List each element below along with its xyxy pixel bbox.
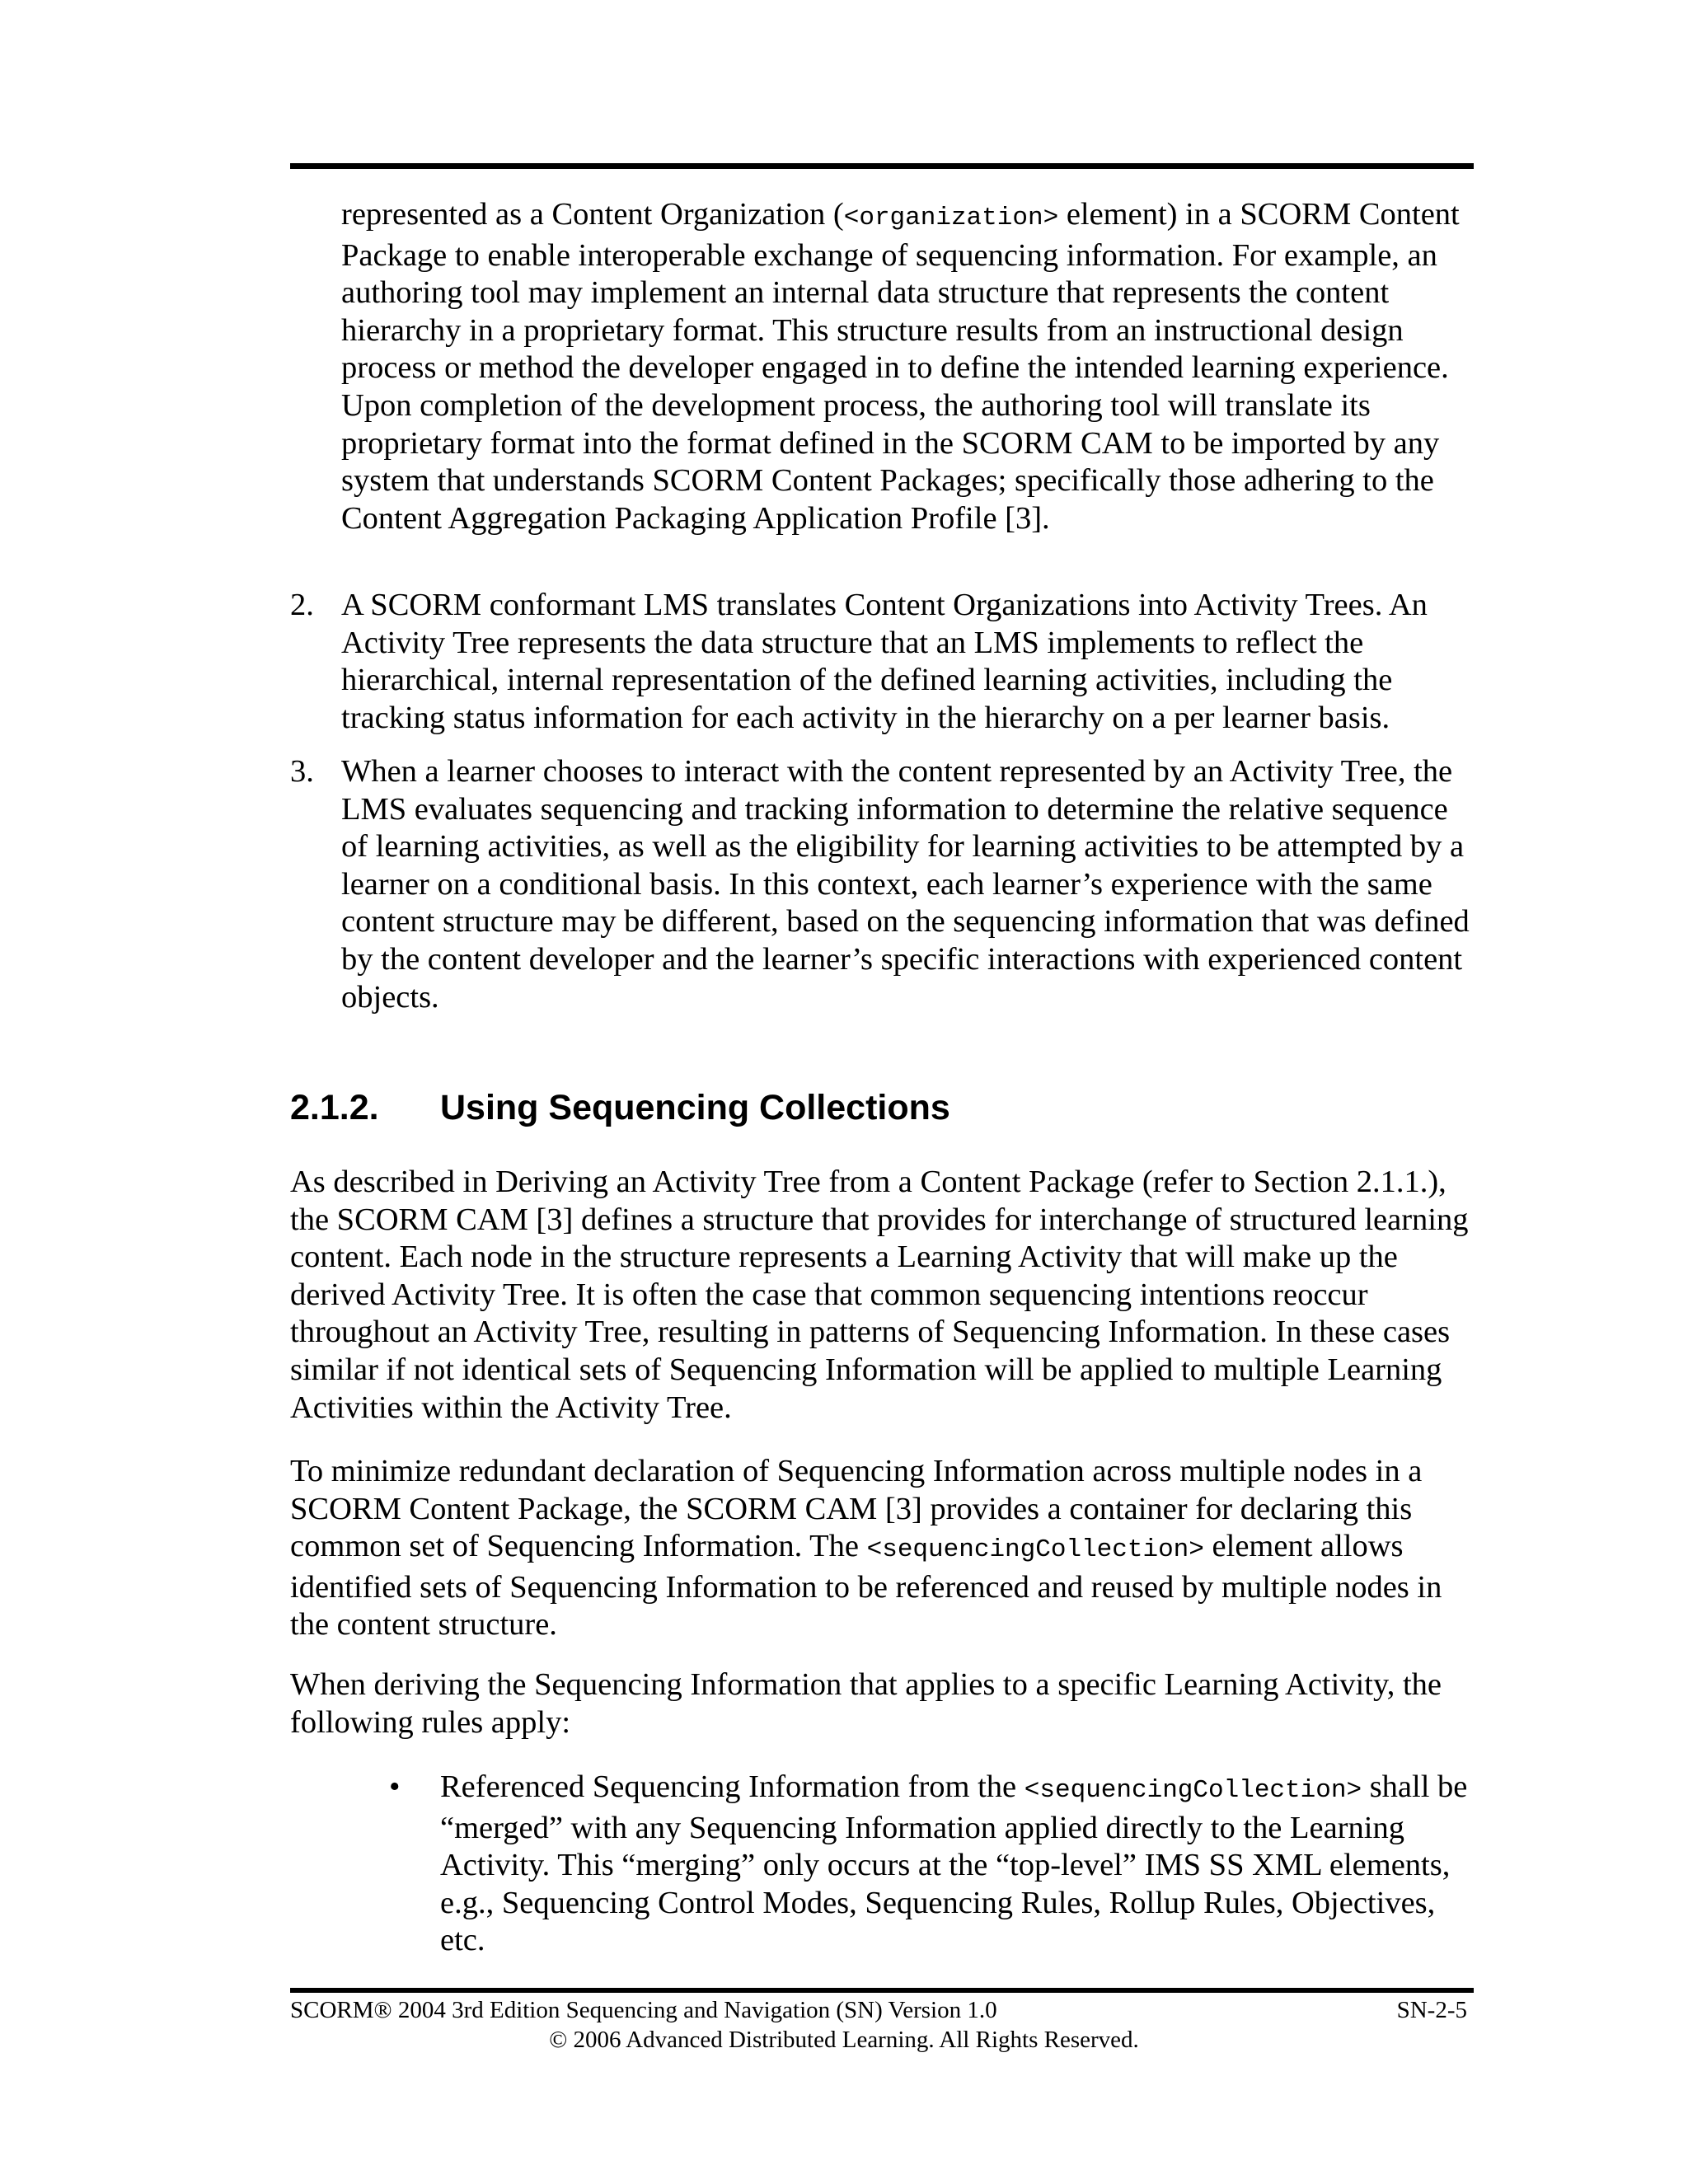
inline-code-sequencing-collection: <sequencingCollection> <box>1024 1776 1362 1805</box>
paragraph-text: To minimize redundant declaration of Sequencing Information across multiple nodes in a SCORM Content Package, the SCORM CAM [3] provides a container for declaring this common set of Sequencing Information. The <box>290 1454 1423 1564</box>
paragraph-minimize <box>290 1453 1477 1644</box>
paragraph-text: shall be “merged” with any Sequencing Information applied directly to the Learning Activity. This “merging” only occurs at the “top-level” IMS SS XML elements, e.g., Sequencing Control Modes, Sequencing Rules, Rollup Rules, Objectives, etc. <box>440 1769 1468 1958</box>
bullet-text <box>440 1769 1477 1960</box>
footer-page-number: SN-2-5 <box>1396 1997 1467 2023</box>
inline-code-organization: <organization> <box>843 204 1059 232</box>
section-title: Using Sequencing Collections <box>440 1088 950 1127</box>
list-item-2 <box>290 587 1477 737</box>
footer-copyright: © 2006 Advanced Distributed Learning. All Rights Reserved. <box>549 2027 1139 2053</box>
footer-rule <box>290 1988 1474 1993</box>
inline-code-sequencing-collection: <sequencingCollection> <box>866 1535 1204 1565</box>
bullet-item <box>389 1769 1477 1960</box>
paragraph-text: represented as a Content Organization ( <box>341 197 844 232</box>
list-item-3 <box>290 753 1477 1016</box>
paragraph-deriving: As described in Deriving an Activity Tree from a Content Package (refer to Section 2.1.1.), the SCORM CAM [3] defines a structure that provides for interchange of structured learning content. Each node in the structure represents a Learning Activity that will make up the derived Activity Tree. It is often the case that common sequencing intentions reoccur throughout an Activity Tree, resulting in patterns of Sequencing Information. In these cases similar if not identical sets of Sequencing Information will be applied to multiple Learning Activities within the Activity Tree. <box>290 1165 1469 1425</box>
footer-document-title: SCORM® 2004 3rd Edition Sequencing and Navigation (SN) Version 1.0 <box>290 1997 997 2023</box>
bullet-icon: • <box>389 1769 401 1804</box>
paragraph-rules-intro: When deriving the Sequencing Information that applies to a specific Learning Activity, the following rules apply: <box>290 1667 1442 1740</box>
paragraph-text: Referenced Sequencing Information from the <box>440 1769 1025 1804</box>
paragraph-text: element) in a SCORM Content Package to enable interoperable exchange of sequencing information. For example, an authoring tool may implement an internal data structure that represents the content hierarchy in a proprietary format. This structure results from an instructional design process or method the developer engaged in to define the intended learning experience. Upon completion of the development process, the authoring tool will translate its proprietary format into the format defined in the SCORM CAM to be imported by any system that understands SCORM Content Packages; specifically those adhering to the Content Aggregation Packaging Application Profile [3]. <box>341 197 1460 536</box>
list-item-text: A SCORM conformant LMS translates Content Organizations into Activity Trees. An Activity Tree represents the data structure that an LMS implements to reflect the hierarchical, internal representation of the defined learning activities, including the tracking status information for each activity in the hierarchy on a per learner basis. <box>341 588 1428 735</box>
section-heading <box>290 1086 950 1129</box>
list-number: 3. <box>290 754 314 789</box>
list-item-text: When a learner chooses to interact with the content represented by an Activity Tree, the LMS evaluates sequencing and tracking information to determine the relative sequence of learning activities, as well as the eligibility for learning activities to be attempted by a learner on a conditional basis. In this context, each learner’s experience with the same content structure may be different, based on the sequencing information that was defined by the content developer and the learner’s specific interactions with experienced content objects. <box>341 754 1470 1015</box>
section-number: 2.1.2. <box>290 1088 379 1127</box>
continued-paragraph <box>341 196 1479 537</box>
paragraph-text: element allows identified sets of Sequencing Information to be referenced and reused by multiple nodes in the content structure. <box>290 1529 1442 1643</box>
header-rule <box>290 163 1474 169</box>
list-number: 2. <box>290 588 314 622</box>
